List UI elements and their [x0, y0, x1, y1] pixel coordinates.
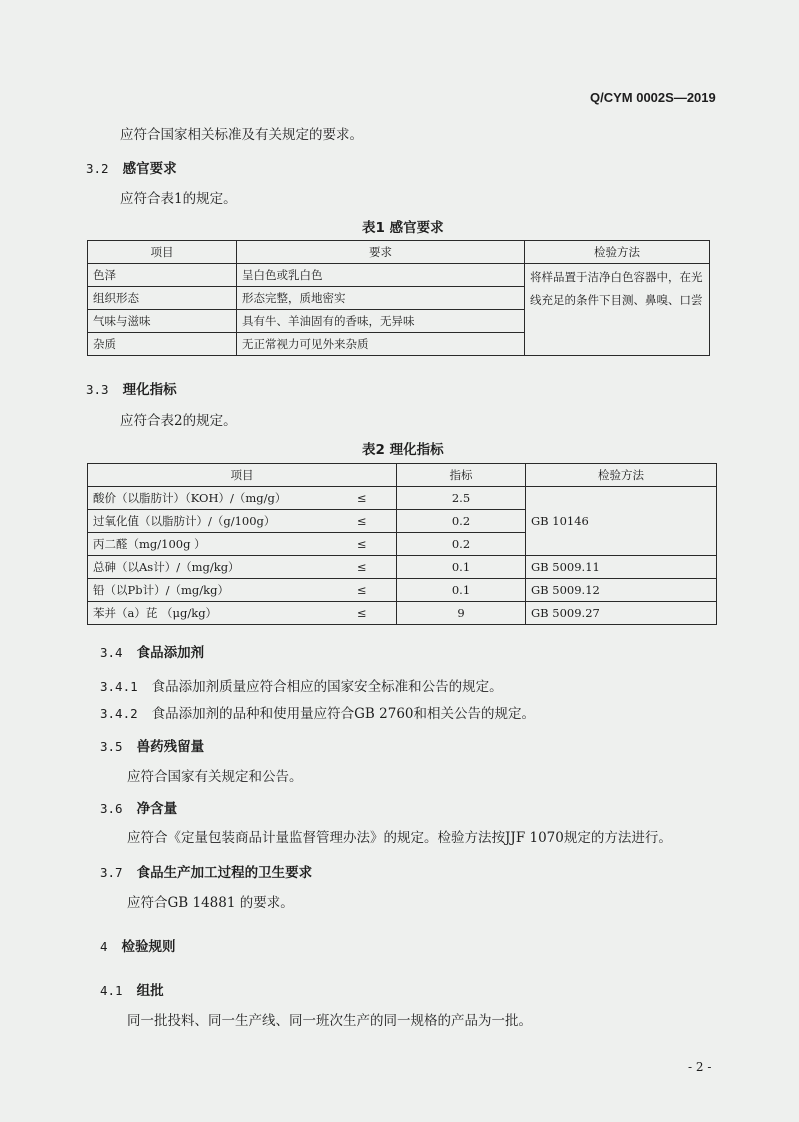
section-3-4-heading	[100, 641, 204, 661]
table-row	[88, 487, 717, 510]
section-text: 食品添加剂的品种和使用量应符合GB 2760和相关公告的规定。	[151, 706, 535, 722]
table-header-cell: 项目	[88, 241, 237, 264]
section-title: 兽药残留量	[136, 739, 205, 755]
section-number: 3.4	[100, 645, 123, 660]
section-3-7-heading	[100, 861, 312, 881]
section-4-heading	[100, 935, 176, 955]
table-cell-item: 过氧化值（以脂肪计）/（g/100g）	[88, 510, 328, 533]
table-cell-item: 丙二醛（mg/100g ）	[88, 533, 328, 556]
section-title: 食品生产加工过程的卫生要求	[136, 865, 313, 881]
red-seal-stamp	[769, 485, 799, 635]
table-cell-requirement: 形态完整，质地密实	[237, 287, 525, 310]
section-number: 3.2	[86, 161, 109, 176]
section-number: 3.4.2	[100, 706, 138, 721]
table-row	[88, 556, 717, 579]
table-cell-value: 0.1	[397, 579, 526, 602]
table1-caption: 表1 感官要求	[362, 220, 444, 236]
table-cell-item: 铅（以Pb计）/（mg/kg）	[88, 579, 328, 602]
table-cell-value: 0.1	[397, 556, 526, 579]
section-number: 3.7	[100, 865, 123, 880]
table-header-cell: 要求	[237, 241, 525, 264]
section-title: 组批	[136, 983, 164, 999]
table-row	[88, 579, 717, 602]
table-cell-operator: ≤	[328, 510, 397, 533]
section-title: 检验规则	[121, 939, 176, 955]
table-cell-method: GB 5009.11	[526, 556, 717, 579]
section-3-5-heading	[100, 735, 204, 755]
table1-sensory	[87, 240, 710, 356]
table-cell-item: 总砷（以As计）/（mg/kg）	[88, 556, 328, 579]
intro-line: 应符合国家相关标准及有关规定的要求。	[120, 127, 363, 143]
table-cell-value: 2.5	[397, 487, 526, 510]
table2-caption: 表2 理化指标	[362, 442, 444, 458]
section-3-4-2	[100, 702, 535, 722]
table-cell-operator: ≤	[328, 487, 397, 510]
section-number: 4.1	[100, 983, 123, 998]
section-number: 3.5	[100, 739, 123, 754]
table-cell-operator: ≤	[328, 533, 397, 556]
table-row	[88, 264, 710, 287]
section-text: 食品添加剂质量应符合相应的国家安全标准和公告的规定。	[151, 679, 503, 695]
table-cell-item: 苯并（a）芘 （μg/kg）	[88, 602, 328, 625]
page-number: - 2 -	[688, 1060, 712, 1074]
table-cell-operator: ≤	[328, 579, 397, 602]
table-cell-method: GB 5009.27	[526, 602, 717, 625]
section-3-2-text: 应符合表1的规定。	[120, 191, 237, 207]
table-cell-item: 气味与滋味	[88, 310, 237, 333]
table-cell-requirement: 具有牛、羊油固有的香味，无异味	[237, 310, 525, 333]
table-header-cell: 检验方法	[526, 464, 717, 487]
section-3-6-text: 应符合《定量包装商品计量监督管理办法》的规定。检验方法按JJF 1070规定的方法进行。	[127, 830, 672, 846]
section-number: 4	[100, 939, 108, 954]
table-cell-value: 0.2	[397, 510, 526, 533]
table-cell-value: 9	[397, 602, 526, 625]
section-3-7-text: 应符合GB 14881 的要求。	[127, 895, 294, 911]
table-cell-method: GB 5009.12	[526, 579, 717, 602]
document-code: Q/CYM 0002S—2019	[590, 90, 716, 105]
table-header-cell: 项目	[88, 464, 397, 487]
table-cell-requirement: 无正常视力可见外来杂质	[237, 333, 525, 356]
table-cell-operator: ≤	[328, 602, 397, 625]
table-header-row	[88, 464, 717, 487]
section-3-5-text: 应符合国家有关规定和公告。	[127, 769, 303, 785]
table-cell-item: 杂质	[88, 333, 237, 356]
table-cell-method: 将样品置于洁净白色容器中，在光线充足的条件下目测、鼻嗅、口尝	[525, 264, 710, 356]
section-3-3-text: 应符合表2的规定。	[120, 413, 237, 429]
section-3-6-heading	[100, 797, 177, 817]
table-cell-item: 酸价（以脂肪计）（KOH）/（mg/g）	[88, 487, 328, 510]
section-number: 3.3	[86, 382, 109, 397]
section-4-1-text: 同一批投料、同一生产线、同一班次生产的同一规格的产品为一批。	[127, 1013, 532, 1029]
section-title: 感官要求	[122, 161, 177, 177]
table-cell-item: 组织形态	[88, 287, 237, 310]
section-title: 食品添加剂	[136, 645, 205, 661]
section-4-1-heading	[100, 979, 164, 999]
section-3-3-heading	[86, 378, 177, 398]
table-cell-requirement: 呈白色或乳白色	[237, 264, 525, 287]
section-title: 净含量	[136, 801, 178, 817]
table-header-row	[88, 241, 710, 264]
table-cell-operator: ≤	[328, 556, 397, 579]
section-number: 3.4.1	[100, 679, 138, 694]
table2-physicochemical	[87, 463, 717, 625]
table-cell-item: 色泽	[88, 264, 237, 287]
table-row	[88, 602, 717, 625]
section-title: 理化指标	[122, 382, 177, 398]
section-3-4-1	[100, 675, 503, 695]
table-header-cell: 检验方法	[525, 241, 710, 264]
table-cell-method: GB 10146	[526, 487, 717, 556]
table-cell-value: 0.2	[397, 533, 526, 556]
section-number: 3.6	[100, 801, 123, 816]
section-3-2-heading	[86, 157, 177, 177]
table-header-cell: 指标	[397, 464, 526, 487]
